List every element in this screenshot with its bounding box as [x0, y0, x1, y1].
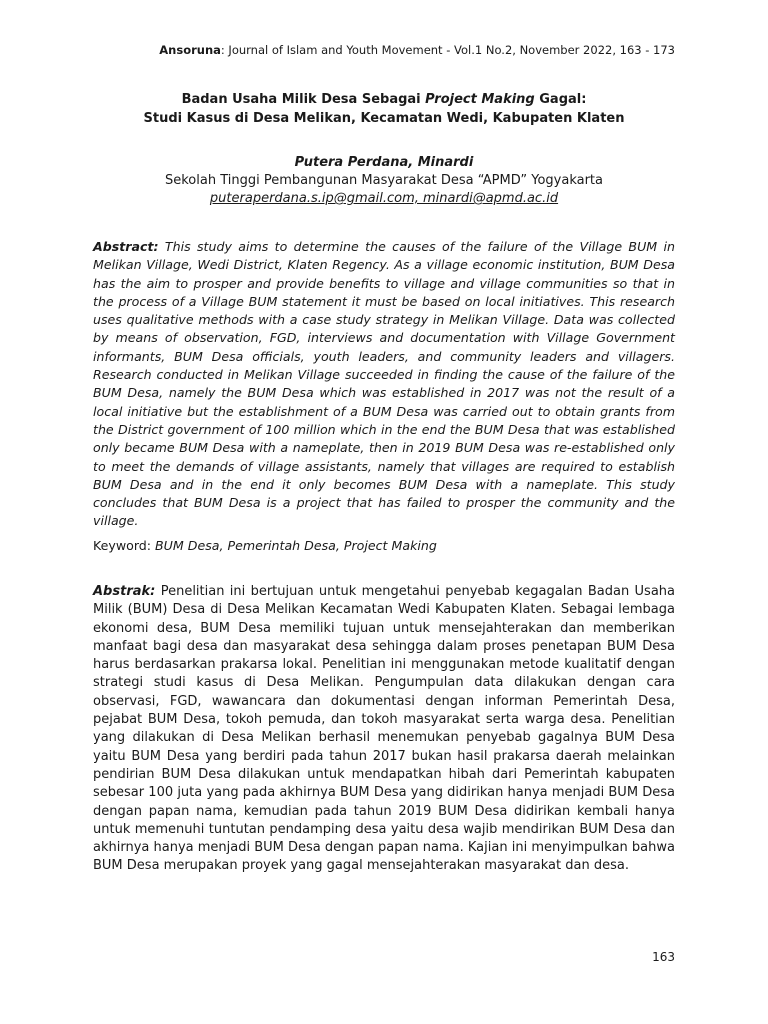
keywords-separator: : [146, 538, 156, 553]
title-line-1 [93, 90, 675, 109]
keywords-label: Keyword [93, 538, 147, 553]
title-italic-term: Project Making [425, 92, 535, 107]
page-number: 163 [652, 950, 675, 964]
author-emails[interactable]: puteraperdana.s.ip@gmail.com, minardi@apmd.ac.id [209, 191, 559, 206]
keywords [93, 537, 675, 555]
title-line-1-start: Badan Usaha Milik Desa Sebagai [181, 92, 426, 107]
title-line-1-end: Gagal: [534, 92, 587, 107]
abstrak-text: Penelitian ini bertujuan untuk mengetahui penyebab kegagalan Badan Usaha Milik (BUM) Desa di Desa Melikan Kecamatan Wedi Kabupaten Klaten. Sebagai lembaga ekonomi desa, BUM Desa memiliki tujuan untuk mensejahterakan dan memberikan manfaat bagi desa dan masyarakat desa sehingga dalam proses penetapan BUM Desa harus berdasarkan prakarsa lokal. Penelitian ini menggunakan metode kualitatif dengan strategi studi kasus di Desa Melikan. Pengumpulan data dilakukan dengan cara observasi, FGD, wawancara dan dokumentasi dengan informan Pemerintah Desa, pejabat BUM Desa, tokoh pemuda, dan tokoh masyarakat serta warga desa. Penelitian yang dilakukan di Desa Melikan berhasil menemukan penyebab gagalnya BUM Desa yaitu BUM Desa yang berdiri pada tahun 2017 bukan hasil prakarsa daerah melainkan pendirian BUM Desa dilakukan untuk mendapatkan hibah dari Pemerintah kabupaten sebesar 100 juta yang pada akhirnya BUM Desa yang didirikan hanya menjadi BUM Desa dengan papan nama, kemudian pada tahun 2019 BUM Desa didirikan kembali hanya untuk memenuhi tuntutan pendamping desa yaitu desa wajib mendirikan BUM Desa dan akhirnya hanya menjadi BUM Desa dengan papan nama. Kajian ini menyimpulkan bahwa BUM Desa merupakan proyek yang gagal mensejahterakan masyarakat dan desa. [93, 584, 675, 874]
title-line-2: Studi Kasus di Desa Melikan, Kecamatan Wedi, Kabupaten Klaten [143, 111, 625, 126]
author-affiliation: Sekolah Tinggi Pembangunan Masyarakat Desa “APMD” Yogyakarta [164, 173, 603, 188]
journal-name: Ansoruna [159, 43, 221, 57]
abstract-english [93, 238, 675, 531]
abstract-indonesian [93, 583, 675, 876]
abstract-label: Abstract: [93, 239, 159, 254]
keywords-text: BUM Desa, Pemerintah Desa, Project Making [155, 538, 437, 553]
author-block [93, 154, 675, 208]
abstract-text: This study aims to determine the causes of the failure of the Village BUM in Melikan Village, Wedi District, Klaten Regency. As a village economic institution, BUM Desa has the aim to prosper and provide benefits to village and village communities so that in the process of a Village BUM statement it must be based on local initiatives. This research uses qualitative methods with a case study strategy in Melikan Village. Data was collected by means of observation, FGD, interviews and documentation with Village Government informants, BUM Desa officials, youth leaders, and community leaders and villagers. Research conducted in Melikan Village succeeded in finding the cause of the failure of the BUM Desa, namely the BUM Desa which was established in 2017 was not the result of a local initiative but the establishment of a BUM Desa was carried out to obtain grants from the District government of 100 million which in the end the BUM Desa that was established only became BUM Desa with a nameplate, then in 2019 BUM Desa was re-established only to meet the demands of village assistants, namely that villages are required to establish BUM Desa and in the end it only becomes BUM Desa with a nameplate. This study concludes that BUM Desa is a project that has failed to prosper the community and the village. [93, 239, 675, 529]
journal-details: : Journal of Islam and Youth Movement - Vol.1 No.2, November 2022, 163 - 173 [220, 43, 675, 57]
paper-page [93, 0, 675, 1024]
paper-title [93, 90, 675, 128]
abstrak-label: Abstrak: [93, 584, 156, 599]
author-names: Putera Perdana, Minardi [294, 155, 474, 170]
running-head [93, 42, 675, 58]
